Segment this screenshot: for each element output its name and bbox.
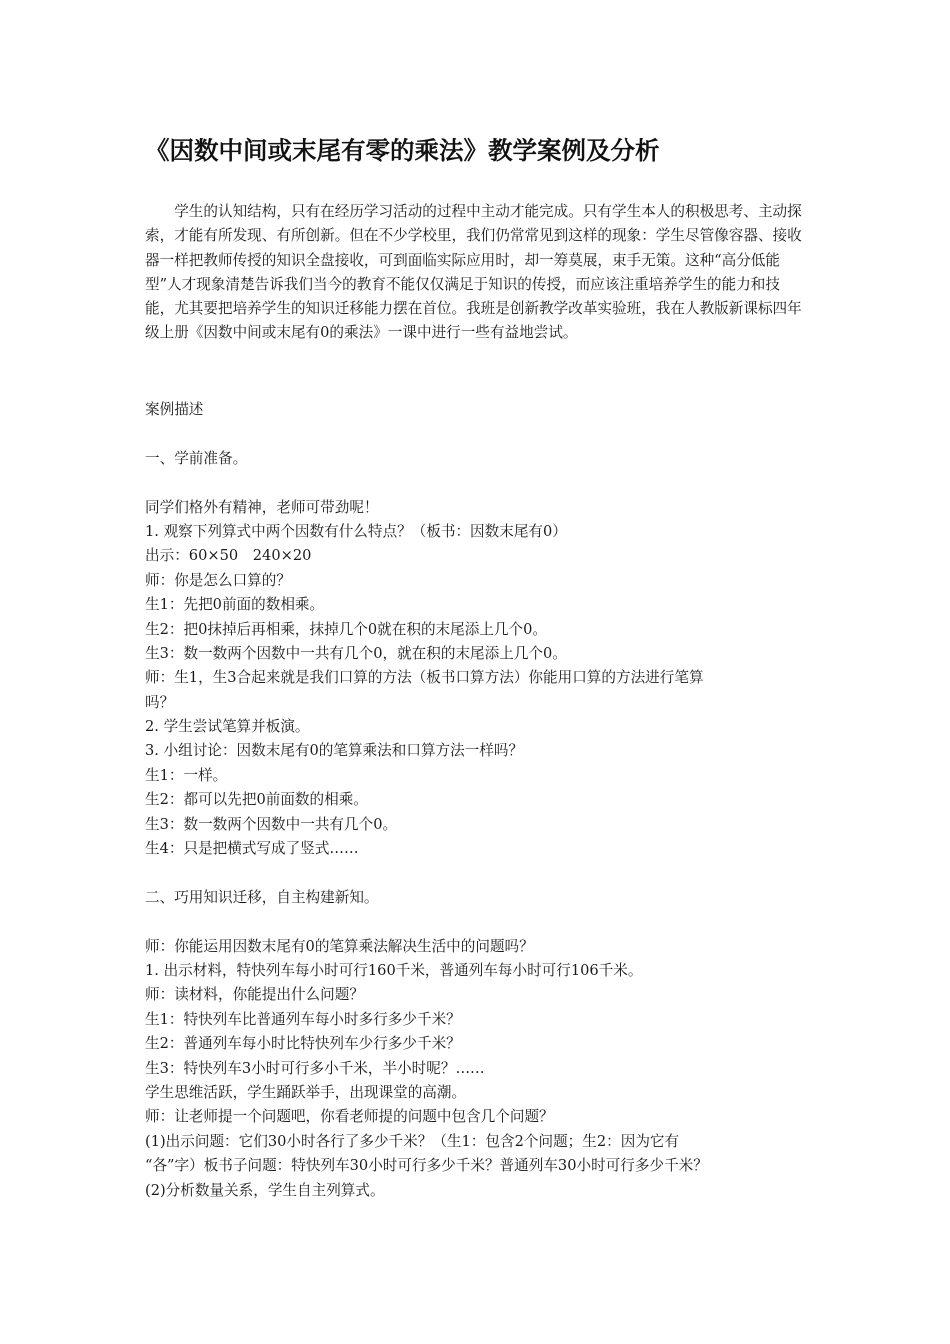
document-title: 《因数中间或末尾有零的乘法》教学案例及分析 [145,136,660,165]
body-line: 生3：数一数两个因数中一共有几个0，就在积的末尾添上几个0。 [145,644,567,662]
body-line: 生1：一样。 [145,766,228,784]
body-line: 师：让老师提一个问题吧，你看老师提的问题中包含几个问题？ [145,1108,554,1126]
body-line: 3. 小组讨论：因数末尾有0的笔算乘法和口算方法一样吗？ [145,742,524,760]
body-line: (1)出示问题：它们30小时各行了多少千米？（生1：包含2个问题；生2：因为它有 [145,1132,680,1150]
body-line: 生2：都可以先把0前面数的相乘。 [145,791,368,809]
blank-line [145,471,825,495]
body-line: 生3：数一数两个因数中一共有几个0。 [145,815,398,833]
body-line: 师：你能运用因数末尾有0的笔算乘法解决生活中的问题吗？ [145,937,534,955]
body-line: 案例描述 [145,401,204,418]
body-line: 学生思维活跃，学生踊跃举手，出现课堂的高潮。 [145,1083,467,1101]
body-line: 师：读材料，你能提出什么问题？ [145,986,364,1004]
body-line: 生2：把0抹掉后再相乘，抹掉几个0就在积的末尾添上几个0。 [145,620,547,638]
body-line: 生4：只是把横式写成了竖式…… [145,840,359,858]
blank-line [145,422,825,446]
body-line: 一、学前准备。 [145,449,248,467]
body-line: 1. 出示材料，特快列车每小时可行160千米，普通列车每小时可行106千米。 [145,961,643,979]
body-line: 生1：先把0前面的数相乘。 [145,596,325,614]
body-line: 生1：特快列车比普通列车每小时多行多少千米？ [145,1010,461,1028]
body-line: 出示：60×50 240×20 [145,547,312,565]
body-line: 师：生1，生3合起来就是我们口算的方法（板书口算方法）你能用口算的方法进行笔算 [145,669,704,687]
body-line: (2)分析数量关系，学生自主列算式。 [145,1181,385,1199]
body-line: 生3：特快列车3小时可行多小千米，半小时呢？…… [145,1059,485,1077]
body-line: 师：你是怎么口算的？ [145,571,291,589]
body-line: 2. 学生尝试笔算并板演。 [145,718,310,736]
body-line: 吗？ [145,693,175,711]
body-line: 同学们格外有精神，老师可带劲呢！ [145,498,379,516]
body-line: 生2：普通列车每小时比特快列车少行多少千米？ [145,1035,461,1053]
blank-line [145,910,825,934]
blank-line [145,861,825,885]
document-body [145,398,825,1203]
body-line: “各”字）板书子问题：特快列车30小时可行多少千米？普通列车30小时可行多少千米？ [145,1157,708,1175]
body-line: 1. 观察下列算式中两个因数有什么特点？（板书：因数末尾有0） [145,522,567,540]
body-line: 二、巧用知识迁移，自主构建新知。 [145,888,379,906]
intro-paragraph: 学生的认知结构，只有在经历学习活动的过程中主动才能完成。只有学生本人的积极思考、主动探索，才能有所发现、有所创新。但在不少学校里，我们仍常常见到这样的现象：学生尽管像容器、接收器一样把教师传授的知识全盘接收，可到面临实际应用时，却一筹莫展，束手无策。这种“高分低能型”人才现象清楚告诉我们当今的教育不能仅仅满足于知识的传授，而应该注重培养学生的能力和技能，尤其要把培养学生的知识迁移能力摆在首位。我班是创新教学改革实验班，我在人教版新课标四年级上册《因数中间或末尾有0的乘法》一课中进行一些有益地尝试。 [145,203,802,342]
